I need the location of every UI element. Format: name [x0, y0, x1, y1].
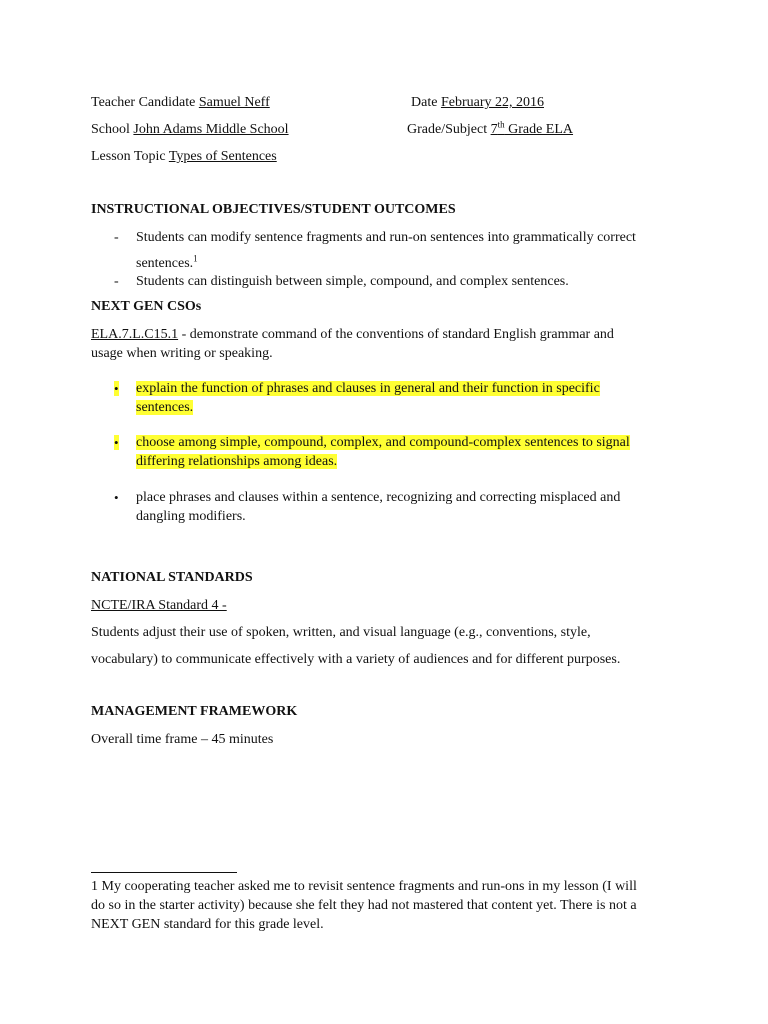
grade-label: Grade/Subject: [407, 122, 488, 137]
cso-bullet-2-line-2: differing relationships among ideas.: [136, 454, 338, 469]
national-standard-text-line-1: Students adjust their use of spoken, written, and visual language (e.g., conventions, style,: [91, 625, 591, 640]
footnote-line-3: NEXT GEN standard for this grade level.: [91, 917, 324, 932]
objective-1-line-2: sentences.$^1$: [136, 253, 198, 271]
cso-bullet-3-line-2: dangling modifiers.: [136, 509, 246, 524]
dash-marker: -: [114, 274, 119, 289]
topic-label: Lesson Topic: [91, 149, 166, 164]
cso-bullet-3-line-1: place phrases and clauses within a sentence, recognizing and correcting misplaced and: [136, 490, 621, 505]
cso-bullet-1-line-2: sentences.: [136, 400, 194, 415]
school-name: John Adams Middle School: [133, 122, 289, 137]
national-standard-text-line-2: vocabulary) to communicate effectively with a variety of audiences and for different purposes.: [91, 652, 621, 667]
cso-bullet-2-line-1: choose among simple, compound, complex, and compound-complex sentences to signal: [136, 435, 630, 450]
cso-bullet-1-line-1: explain the function of phrases and clauses in general and their function in specific: [136, 381, 600, 396]
cso-code: ELA.7.L.C15.1: [91, 327, 179, 342]
date-line: [411, 94, 544, 111]
objective-2: Students can distinguish between simple, compound, and complex sentences.: [136, 274, 569, 289]
footnote-line-1: 1 My cooperating teacher asked me to revisit sentence fragments and run-ons in my lesson (I will: [91, 879, 637, 894]
date-label: Date: [411, 95, 438, 110]
objective-1-line-1: Students can modify sentence fragments and run-on sentences into grammatically correct: [136, 230, 636, 245]
teacher-label: Teacher Candidate: [91, 95, 196, 110]
national-standards-heading: NATIONAL STANDARDS: [91, 570, 253, 585]
school-label: School: [91, 122, 130, 137]
date-value: February 22, 2016: [440, 95, 544, 110]
bullet-marker: •: [114, 435, 119, 450]
dash-marker: -: [114, 230, 119, 245]
cso-description-line-2: usage when writing or speaking.: [91, 346, 273, 361]
management-heading: MANAGEMENT FRAMEWORK: [91, 704, 298, 719]
teacher-candidate-line: [91, 94, 270, 111]
school-line: [91, 121, 289, 138]
footnote-line-2: do so in the starter activity) because she felt they had not mastered that content yet. There is not a: [91, 898, 637, 913]
ncte-standard-label: NCTE/IRA Standard 4 -: [91, 598, 227, 613]
grade-subject-line: [407, 121, 573, 138]
footnote-ref: 1: [193, 253, 198, 264]
cso-heading: NEXT GEN CSOs: [91, 299, 202, 314]
grade-value: 7th Grade ELA: [490, 119, 574, 137]
bullet-marker: •: [114, 490, 119, 505]
cso-description-line-1: ELA.7.L.C15.1 - demonstrate command of the conventions of standard English grammar and: [91, 327, 614, 342]
teacher-name: Samuel Neff: [198, 95, 270, 110]
topic-value: Types of Sentences: [168, 149, 277, 164]
footnote-separator: [91, 872, 237, 873]
lesson-topic-line: [91, 148, 277, 165]
objectives-heading: INSTRUCTIONAL OBJECTIVES/STUDENT OUTCOMES: [91, 202, 456, 217]
time-frame: Overall time frame – 45 minutes: [91, 732, 274, 747]
bullet-marker: •: [114, 381, 119, 396]
